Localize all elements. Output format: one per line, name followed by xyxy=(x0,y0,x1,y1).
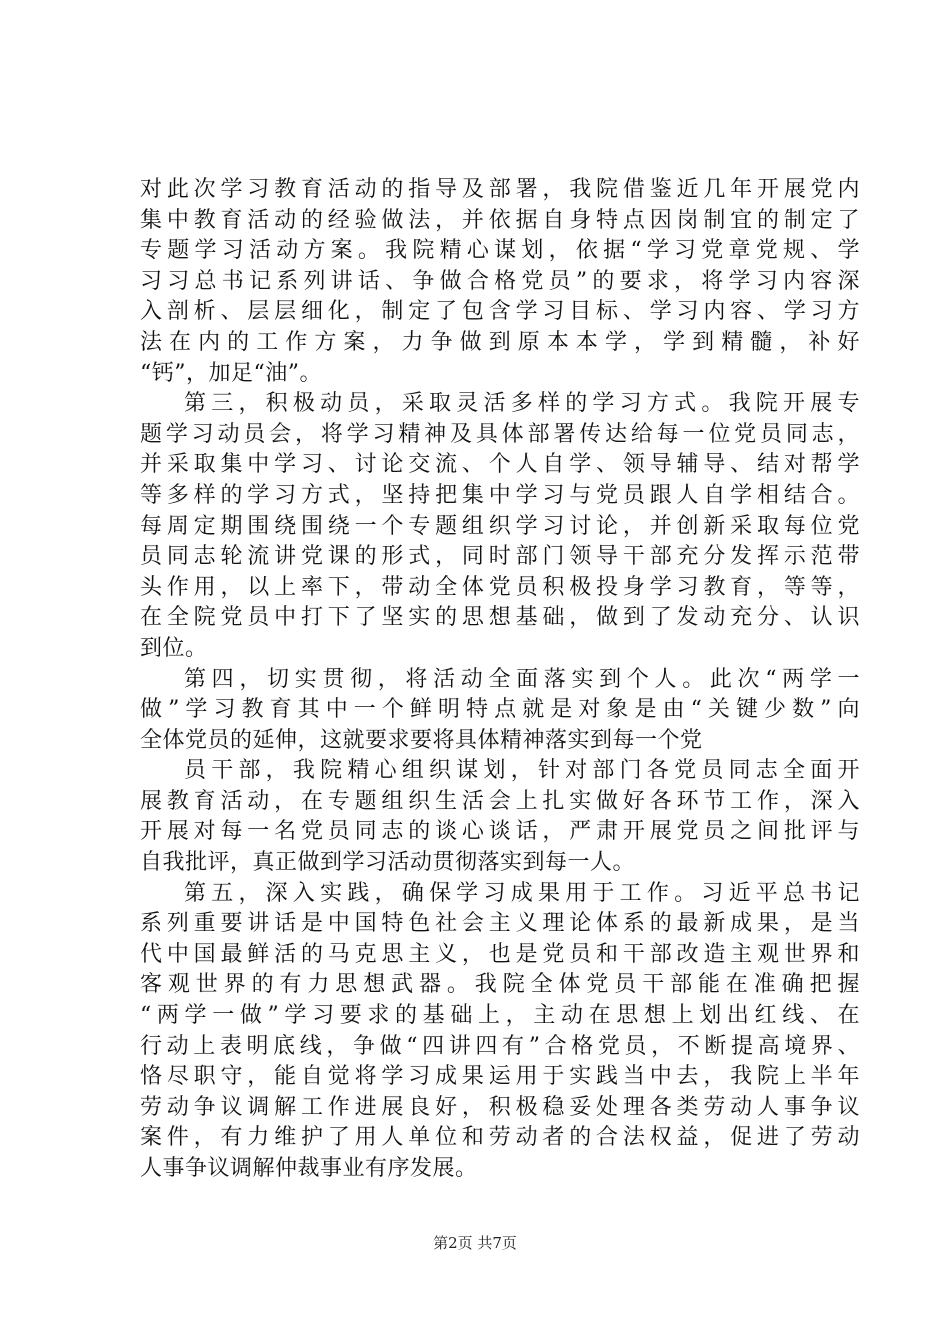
text-line: 习习总书记系列讲话、争做合格党员”的要求，将学习内容深 xyxy=(140,268,860,294)
text-line: 恪尽职守，能自觉将学习成果运用于实践当中去，我院上半年 xyxy=(140,1064,860,1090)
text-line: 全体党员的延伸，这就要求要将具体精神落实到每一个党 xyxy=(140,727,703,753)
text-line: 展教育活动，在专题组织生活会上扎实做好各环节工作，深入 xyxy=(140,788,860,814)
page-number-footer: 第2页 共7页 xyxy=(433,1234,517,1252)
text-line: 员干部，我院精心组织谋划，针对部门各党员同志全面开 xyxy=(184,758,860,784)
text-line: 客观世界的有力思想武器。我院全体党员干部能在准确把握 xyxy=(140,972,860,998)
text-line: 代中国最鲜活的马克思主义，也是党员和干部改造主观世界和 xyxy=(140,941,860,967)
text-line: 专题学习活动方案。我院精心谋划，依据“学习党章党规、学 xyxy=(140,238,860,264)
text-line: 系列重要讲话是中国特色社会主义理论体系的最新成果，是当 xyxy=(140,911,860,937)
text-line: 第三，积极动员，采取灵活多样的学习方式。我院开展专 xyxy=(184,391,860,417)
text-line: 入剖析、层层细化，制定了包含学习目标、学习内容、学习方 xyxy=(140,299,860,325)
document-body xyxy=(140,175,860,1185)
text-line: 等多样的学习方式，坚持把集中学习与党员跟人自学相结合。 xyxy=(140,482,860,508)
text-line: 人事争议调解仲裁事业有序发展。 xyxy=(140,1156,478,1181)
text-line: “两学一做”学习要求的基础上，主动在思想上划出红线、在 xyxy=(140,1003,860,1029)
text-line: 自我批评，真正做到学习活动贯彻落实到每一人。 xyxy=(140,850,636,876)
text-line: 法在内的工作方案，力争做到原本本学，学到精髓，补好 xyxy=(140,329,860,355)
text-line: 行动上表明底线，争做“四讲四有”合格党员，不断提高境界、 xyxy=(140,1033,860,1059)
text-line: 员同志轮流讲党课的形式，同时部门领导干部充分发挥示范带 xyxy=(140,544,860,570)
text-line: 在全院党员中打下了坚实的思想基础，做到了发动充分、认识 xyxy=(140,605,860,631)
text-line: 劳动争议调解工作进展良好，积极稳妥处理各类劳动人事争议 xyxy=(140,1094,860,1120)
text-line: 每周定期围绕围绕一个专题组织学习讨论，并创新采取每位党 xyxy=(140,513,860,539)
text-line: 头作用，以上率下，带动全体党员积极投身学习教育，等等， xyxy=(140,574,860,600)
text-line: 题学习动员会，将学习精神及具体部署传达给每一位党员同志， xyxy=(140,421,860,447)
text-line: 开展对每一名党员同志的谈心谈话，严肃开展党员之间批评与 xyxy=(140,819,860,845)
text-line: 并采取集中学习、讨论交流、个人自学、领导辅导、结对帮学 xyxy=(140,452,860,478)
text-line: 第四，切实贯彻，将活动全面落实到个人。此次“两学一 xyxy=(184,666,860,692)
text-line: 第五，深入实践，确保学习成果用于工作。习近平总书记 xyxy=(184,880,860,906)
text-line: 对此次学习教育活动的指导及部署，我院借鉴近几年开展党内 xyxy=(140,177,860,202)
text-line: 做”学习教育其中一个鲜明特点就是对象是由“关键少数”向 xyxy=(140,697,860,723)
text-line: 集中教育活动的经验做法，并依据自身特点因岗制宜的制定了 xyxy=(140,207,860,233)
text-line: 到位。 xyxy=(140,635,208,661)
text-line: “钙”，加足“油”。 xyxy=(140,360,322,386)
text-line: 案件，有力维护了用人单位和劳动者的合法权益，促进了劳动 xyxy=(140,1125,860,1151)
